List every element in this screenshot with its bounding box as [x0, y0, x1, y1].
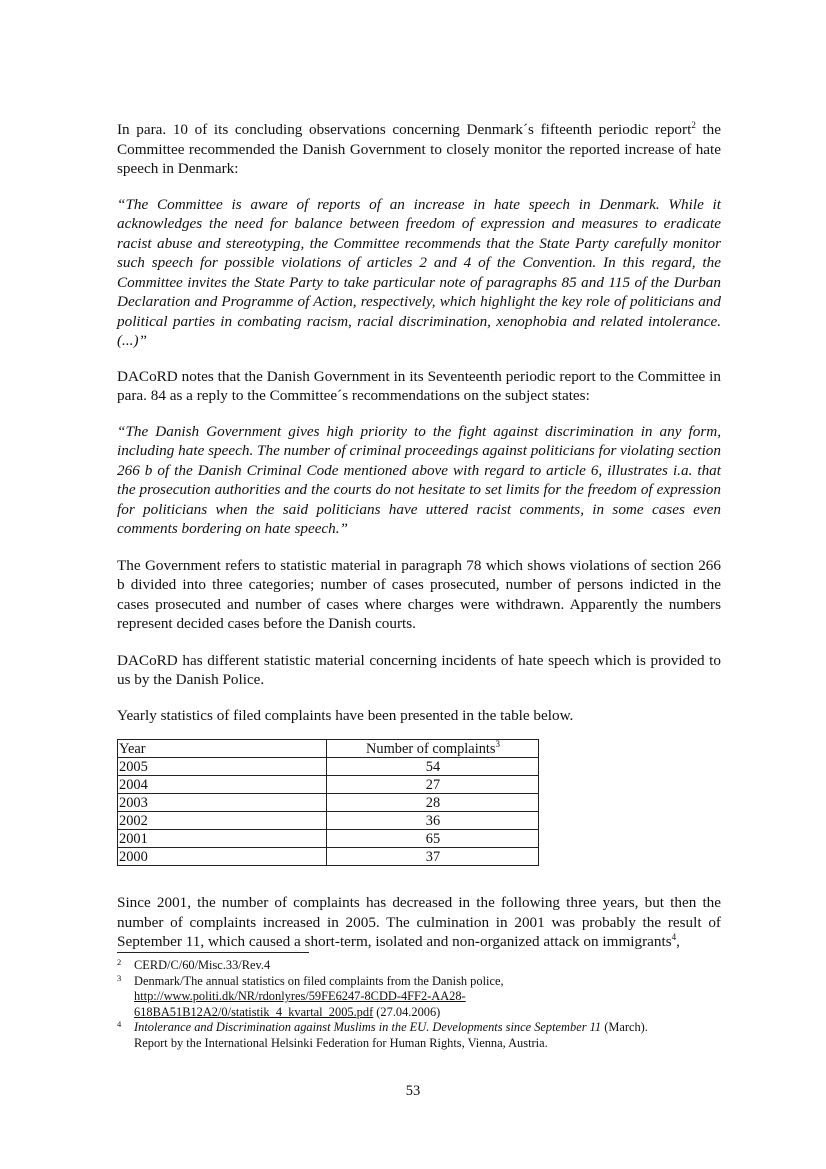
footnote-mark: 2	[117, 957, 122, 967]
table-cell-year: 2003	[118, 794, 327, 812]
footnote-ref-3[interactable]: 3	[495, 738, 500, 749]
document-body	[117, 120, 721, 952]
paragraph-intro	[117, 120, 721, 179]
paragraph-dacord-material: DACoRD has different statistic material concerning incidents of hate speech which is provided to us by the Danish Police.	[117, 651, 721, 688]
table-row	[118, 758, 539, 776]
table-row	[118, 812, 539, 830]
footnote-title: Intolerance and Discrimination against Muslims in the EU. Developments since September 11	[134, 1020, 602, 1035]
table-cell-count: 65	[327, 830, 539, 848]
footnote-text: (March).	[601, 1020, 648, 1035]
table-cell-count: 28	[327, 794, 539, 812]
footnote-3	[117, 974, 721, 1021]
paragraph-analysis-text: Since 2001, the number of complaints has decreased in the following three years, but then the number of complaints increased in 2005. The culmination in 2001 was probably the result of September 11, which caused a short-term, isolated and non-organized attack on immigrants	[117, 894, 721, 950]
table-row	[118, 848, 539, 866]
paragraph-government-statistics: The Government refers to statistic material in paragraph 78 which shows violations of section 266 b divided into three categories; number of cases prosecuted, number of persons indicted in the cases prosecuted and number of cases where charges were withdrawn. Apparently the numbers represent decided cases before the Danish courts.	[117, 556, 721, 632]
paragraph-analysis	[117, 893, 721, 952]
table-row	[118, 794, 539, 812]
table-row	[118, 776, 539, 794]
table-header-row	[118, 740, 539, 758]
table-cell-year: 2001	[118, 830, 327, 848]
footnote-text: Denmark/The annual statistics on filed complaints from the Danish police,	[134, 973, 504, 988]
footnote-text: CERD/C/60/Misc.33/Rev.4	[134, 958, 271, 972]
footnote-mark: 3	[117, 972, 122, 983]
table-header-count	[327, 740, 539, 758]
footnote-date: (27.04.2006)	[373, 1004, 441, 1019]
table-cell-year: 2000	[118, 848, 327, 866]
paragraph-intro-text: In para. 10 of its concluding observations concerning Denmark´s fifteenth periodic report	[117, 121, 692, 138]
footnote-ref-2[interactable]: 2	[691, 119, 696, 130]
table-cell-year: 2002	[118, 812, 327, 830]
complaints-table	[117, 739, 539, 866]
table-row	[118, 830, 539, 848]
footnote-2	[117, 958, 721, 974]
table-cell-count: 27	[327, 776, 539, 794]
footnotes	[117, 958, 721, 1052]
paragraph-analysis-rest: ,	[676, 933, 680, 950]
footnote-mark: 4	[117, 1019, 122, 1030]
quote-government: “The Danish Government gives high priority to the fight against discrimination in any form, including hate speech. The number of criminal proceedings against politicians for violating section 266 b of the Danish Criminal Code mentioned above with regard to article 6, illustrates i.a. that the prosecution authorities and the courts do not hesitate to set limits for the freedom of expression for politicians when the said politicians have uttered racist comments, in some cases even comments bordering on hate speech.”	[117, 422, 721, 537]
table-cell-count: 37	[327, 848, 539, 866]
footnote-text: Report by the International Helsinki Federation for Human Rights, Vienna, Austria.	[134, 1035, 548, 1050]
table-cell-count: 54	[327, 758, 539, 776]
table-cell-year: 2005	[118, 758, 327, 776]
paragraph-intro-rest: the Committee recommended the Danish Government to closely monitor the reported increase of hate speech in Denmark:	[117, 121, 721, 177]
table-cell-count: 36	[327, 812, 539, 830]
footnote-4	[117, 1020, 721, 1051]
footnote-separator	[117, 952, 309, 953]
quote-committee: “The Committee is aware of reports of an increase in hate speech in Denmark. While it acknowledges the need for balance between freedom of expression and measures to eradicate racist abuse and stereotyping, the Committee recommends that the State Party carefully monitor such speech for possible violations of articles 2 and 4 of the Convention. In this regard, the Committee invites the State Party to take particular note of paragraphs 85 and 115 of the Durban Declaration and Programme of Action, respectively, which highlight the key role of politicians and political parties in combating racism, racial discrimination, xenophobia and related intolerance. (...)”	[117, 195, 721, 349]
table-header-year: Year	[118, 740, 327, 758]
footnote-url-link-cont[interactable]: 618BA51B12A2/0/statistik_4_kvartal_2005.pdf	[134, 1004, 374, 1019]
footnote-ref-4[interactable]: 4	[671, 931, 677, 942]
paragraph-dacord-notes: DACoRD notes that the Danish Government in its Seventeenth periodic report to the Committee in para. 84 as a reply to the Committee´s recommendations on the subject states:	[117, 367, 721, 404]
paragraph-table-intro: Yearly statistics of filed complaints have been presented in the table below.	[117, 706, 574, 724]
table-header-count-label: Number of complaints	[366, 740, 496, 757]
table-cell-year: 2004	[118, 776, 327, 794]
footnote-url-link[interactable]: http://www.politi.dk/NR/rdonlyres/59FE6247-8CDD-4FF2-AA28-	[134, 989, 466, 1004]
page-number: 53	[405, 1083, 421, 1099]
